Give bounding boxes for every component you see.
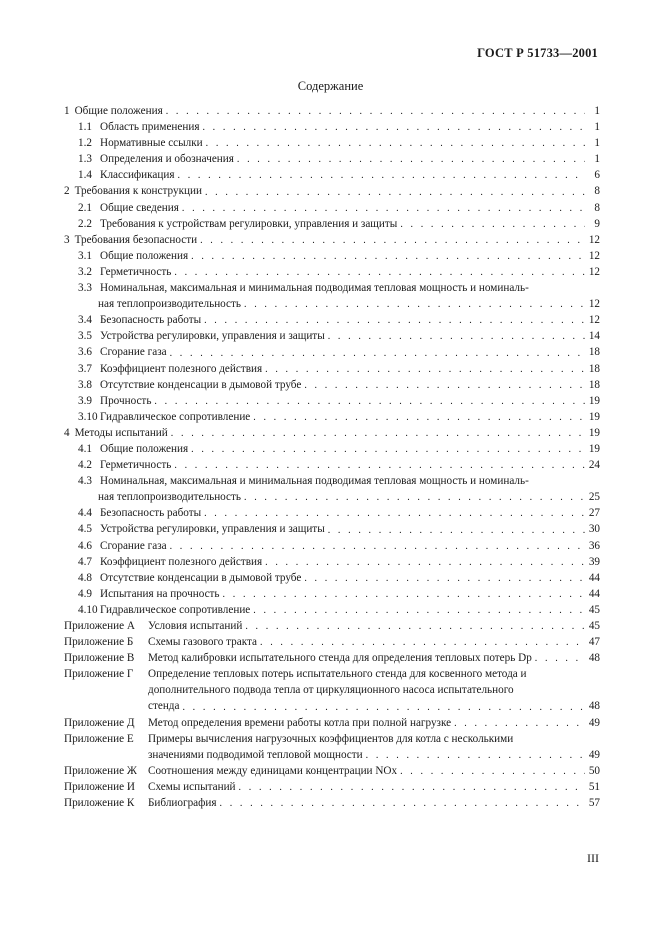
dot-leader bbox=[170, 347, 585, 361]
toc-entry[interactable] bbox=[64, 489, 600, 505]
toc-entry[interactable] bbox=[64, 682, 600, 698]
toc-entry-page: 19 bbox=[588, 394, 600, 407]
toc-entry-number: 1.1 bbox=[78, 121, 92, 134]
table-of-contents bbox=[64, 103, 600, 811]
toc-entry[interactable] bbox=[64, 731, 600, 747]
toc-entry-title: Нормативные ссылки bbox=[100, 137, 203, 150]
dot-leader bbox=[304, 379, 585, 393]
toc-entry-page: 36 bbox=[588, 539, 600, 552]
dot-leader bbox=[253, 411, 585, 425]
dot-leader bbox=[265, 556, 585, 570]
toc-entry-title: Метод калибровки испытательного стенда для определения тепловых потерь Dp bbox=[148, 652, 532, 665]
toc-entry[interactable] bbox=[64, 715, 600, 731]
toc-entry[interactable] bbox=[64, 747, 600, 763]
toc-entry-title: Отсутствие конденсации в дымовой трубе bbox=[100, 378, 302, 391]
toc-entry-page: 39 bbox=[588, 555, 600, 568]
toc-entry-title: Безопасность работы bbox=[100, 507, 202, 520]
toc-entry-title: Определения и обозначения bbox=[100, 153, 234, 166]
toc-entry[interactable] bbox=[64, 344, 600, 360]
toc-entry[interactable] bbox=[64, 795, 600, 811]
toc-entry-number: 2 bbox=[64, 185, 70, 198]
toc-entry[interactable] bbox=[64, 763, 600, 779]
toc-entry-page: 8 bbox=[594, 201, 600, 214]
toc-entry-number: 1 bbox=[64, 105, 70, 117]
toc-entry-page: 19 bbox=[588, 426, 600, 439]
dot-leader bbox=[239, 781, 585, 795]
dot-leader bbox=[265, 363, 585, 377]
toc-entry-page: 6 bbox=[594, 169, 600, 182]
toc-entry-page: 45 bbox=[588, 603, 600, 616]
toc-entry-number: 1.4 bbox=[78, 169, 92, 182]
toc-entry-title: Герметичность bbox=[100, 265, 172, 278]
toc-entry-title: Гидравлическое сопротивление bbox=[100, 410, 251, 423]
toc-entry-title: Коэффициент полезного действия bbox=[100, 555, 263, 568]
toc-entry-page: 27 bbox=[588, 507, 600, 520]
dot-leader bbox=[191, 250, 585, 264]
toc-entry-title: Требования к конструкции bbox=[74, 185, 202, 198]
dot-leader bbox=[400, 218, 585, 232]
dot-leader bbox=[253, 604, 585, 618]
toc-entry-page: 18 bbox=[588, 378, 600, 391]
toc-entry[interactable] bbox=[64, 248, 600, 264]
toc-entry[interactable] bbox=[64, 554, 600, 570]
toc-entry-page: 18 bbox=[588, 362, 600, 375]
toc-entry-number: Приложение В bbox=[64, 652, 135, 665]
document-header: ГОСТ Р 51733—2001 bbox=[477, 46, 598, 60]
toc-entry-number: 4.8 bbox=[78, 571, 92, 584]
toc-entry-number: 4.2 bbox=[78, 459, 92, 472]
toc-entry-title: Метод определения времени работы котла при полной нагрузке bbox=[148, 716, 452, 729]
toc-entry[interactable] bbox=[64, 264, 600, 280]
toc-entry-title: Общие положения bbox=[100, 249, 189, 262]
toc-entry[interactable] bbox=[64, 119, 600, 135]
toc-entry[interactable] bbox=[64, 103, 600, 119]
toc-entry[interactable] bbox=[64, 377, 600, 393]
toc-entry-number: 4.1 bbox=[78, 442, 92, 455]
toc-entry-number: 3.4 bbox=[78, 314, 92, 327]
toc-entry[interactable] bbox=[64, 650, 600, 666]
toc-entry-title: дополнительного подвода тепла от циркуляционного насоса испытательного bbox=[148, 684, 514, 697]
dot-leader bbox=[260, 636, 585, 650]
toc-entry-page: 19 bbox=[588, 410, 600, 423]
toc-entry-number: Приложение А bbox=[64, 620, 135, 632]
toc-entry-page: 49 bbox=[588, 716, 600, 729]
toc-entry[interactable] bbox=[64, 167, 600, 183]
toc-entry-title: Устройства регулировки, управления и защиты bbox=[100, 523, 325, 536]
dot-leader bbox=[170, 540, 585, 554]
toc-entry-page: 1 bbox=[594, 121, 600, 134]
toc-entry-title: Схемы газового тракта bbox=[148, 636, 258, 649]
toc-entry-title: Сгорание газа bbox=[100, 539, 167, 552]
dot-leader bbox=[204, 314, 585, 328]
toc-entry-page: 1 bbox=[594, 137, 600, 150]
toc-entry-title: ная теплопроизводительность bbox=[98, 491, 242, 504]
toc-entry-number: 3.1 bbox=[78, 249, 92, 262]
toc-entry[interactable] bbox=[64, 393, 600, 409]
toc-entry-number: 1.2 bbox=[78, 137, 92, 150]
dot-leader bbox=[237, 153, 585, 167]
toc-entry[interactable] bbox=[64, 232, 600, 248]
toc-entry-title: Безопасность работы bbox=[100, 314, 202, 327]
dot-leader bbox=[202, 121, 585, 135]
toc-entry-page: 57 bbox=[588, 797, 600, 810]
toc-entry[interactable] bbox=[64, 457, 600, 473]
dot-leader bbox=[174, 266, 585, 280]
dot-leader bbox=[245, 620, 585, 634]
toc-entry-title: Определение тепловых потерь испытательного стенда для косвенного метода и bbox=[148, 668, 527, 681]
dot-leader bbox=[206, 137, 585, 151]
toc-entry-page: 44 bbox=[588, 587, 600, 600]
dot-leader bbox=[223, 588, 585, 602]
toc-entry-page: 24 bbox=[588, 459, 600, 472]
toc-entry-page: 1 bbox=[594, 105, 600, 117]
dot-leader bbox=[304, 572, 585, 586]
toc-entry-title: Испытания на прочность bbox=[100, 587, 220, 600]
toc-entry[interactable] bbox=[64, 602, 600, 618]
toc-entry[interactable] bbox=[64, 409, 600, 425]
dot-leader bbox=[220, 797, 585, 811]
toc-entry[interactable] bbox=[64, 570, 600, 586]
toc-entry-title: Прочность bbox=[100, 394, 152, 407]
toc-entry-number: 3.10 bbox=[78, 410, 98, 423]
dot-leader bbox=[366, 749, 585, 763]
toc-entry-number: 3.2 bbox=[78, 265, 92, 278]
toc-entry-title: Номинальная, максимальная и минимальная подводимая тепловая мощность и номиналь- bbox=[100, 282, 529, 295]
toc-entry-page: 12 bbox=[588, 314, 600, 327]
toc-entry-page: 18 bbox=[588, 346, 600, 359]
toc-entry-page: 25 bbox=[588, 491, 600, 504]
toc-entry-title: ная теплопроизводительность bbox=[98, 298, 242, 311]
toc-entry-number: 1.3 bbox=[78, 153, 92, 166]
toc-entry[interactable] bbox=[64, 296, 600, 312]
dot-leader bbox=[174, 459, 585, 473]
toc-entry-page: 49 bbox=[588, 748, 600, 761]
toc-entry[interactable] bbox=[64, 425, 600, 441]
toc-entry-title: Общие сведения bbox=[100, 201, 179, 214]
toc-entry-title: Отсутствие конденсации в дымовой трубе bbox=[100, 571, 302, 584]
toc-entry-title: Соотношения между единицами концентрации NOx bbox=[148, 764, 398, 777]
toc-entry-title: Схемы испытаний bbox=[148, 780, 236, 793]
toc-entry-title: Общие положения bbox=[74, 105, 163, 117]
toc-entry-number: 4.9 bbox=[78, 587, 92, 600]
toc-entry-title: Общие положения bbox=[100, 442, 189, 455]
toc-entry-page: 12 bbox=[588, 265, 600, 278]
toc-entry-page: 51 bbox=[588, 780, 600, 793]
toc-entry[interactable] bbox=[64, 618, 600, 634]
toc-entry[interactable] bbox=[64, 441, 600, 457]
dot-leader bbox=[205, 186, 585, 200]
toc-entry[interactable] bbox=[64, 473, 600, 489]
toc-entry-page: 47 bbox=[588, 636, 600, 649]
toc-entry-title: Примеры вычисления нагрузочных коэффициентов для котла с несколькими bbox=[148, 732, 514, 745]
toc-entry-page: 50 bbox=[588, 764, 600, 777]
toc-entry-number: Приложение К bbox=[64, 797, 135, 810]
toc-entry[interactable] bbox=[64, 779, 600, 795]
toc-entry-title: Методы испытаний bbox=[74, 426, 168, 439]
toc-entry[interactable] bbox=[64, 361, 600, 377]
toc-entry-page: 44 bbox=[588, 571, 600, 584]
toc-entry[interactable] bbox=[64, 183, 600, 199]
toc-entry-number: 4.10 bbox=[78, 603, 98, 616]
toc-entry-number: 3.5 bbox=[78, 330, 92, 343]
toc-entry[interactable] bbox=[64, 586, 600, 602]
dot-leader bbox=[328, 330, 585, 344]
toc-entry-number: Приложение Е bbox=[64, 732, 134, 745]
toc-entry-page: 48 bbox=[588, 652, 600, 665]
dot-leader bbox=[182, 701, 585, 715]
toc-entry-number: 3.8 bbox=[78, 378, 92, 391]
dot-leader bbox=[244, 491, 585, 505]
toc-entry-title: Библиография bbox=[148, 797, 217, 810]
toc-entry-title: Коэффициент полезного действия bbox=[100, 362, 263, 375]
toc-entry-page: 48 bbox=[588, 700, 600, 713]
toc-entry-page: 12 bbox=[588, 298, 600, 311]
toc-entry-number: 3 bbox=[64, 233, 70, 246]
toc-entry[interactable] bbox=[64, 521, 600, 537]
toc-entry[interactable] bbox=[64, 538, 600, 554]
toc-entry-number: 3.9 bbox=[78, 394, 92, 407]
toc-entry[interactable] bbox=[64, 634, 600, 650]
toc-entry[interactable] bbox=[64, 698, 600, 714]
toc-entry-number: Приложение И bbox=[64, 780, 135, 793]
toc-entry-page: 12 bbox=[588, 233, 600, 246]
toc-entry-title: стенда bbox=[148, 700, 180, 713]
toc-entry[interactable] bbox=[64, 135, 600, 151]
toc-entry-number: Приложение Г bbox=[64, 668, 134, 681]
toc-entry-title: Область применения bbox=[100, 121, 200, 134]
toc-entry-title: Номинальная, максимальная и минимальная подводимая тепловая мощность и номиналь- bbox=[100, 475, 529, 488]
toc-entry-number: 4 bbox=[64, 426, 70, 439]
toc-entry-number: 3.3 bbox=[78, 282, 92, 295]
toc-entry-title: значениями подводимой тепловой мощности bbox=[148, 748, 363, 761]
toc-entry[interactable] bbox=[64, 505, 600, 521]
toc-entry-title: Сгорание газа bbox=[100, 346, 167, 359]
dot-leader bbox=[166, 105, 585, 119]
toc-entry-page: 19 bbox=[588, 442, 600, 455]
toc-entry-title: Условия испытаний bbox=[148, 620, 243, 632]
toc-entry-number: Приложение Ж bbox=[64, 764, 137, 777]
page-number: III bbox=[587, 851, 599, 865]
dot-leader bbox=[328, 524, 585, 538]
toc-entry-title: Требования к устройствам регулировки, управления и защиты bbox=[100, 217, 398, 230]
dot-leader bbox=[204, 507, 585, 521]
toc-entry-page: 1 bbox=[594, 153, 600, 166]
toc-entry-number: 2.1 bbox=[78, 201, 92, 214]
toc-entry[interactable] bbox=[64, 312, 600, 328]
toc-entry-page: 45 bbox=[588, 620, 600, 632]
toc-entry-title: Гидравлическое сопротивление bbox=[100, 603, 251, 616]
toc-entry-number: 4.6 bbox=[78, 539, 92, 552]
toc-entry-number: 4.3 bbox=[78, 475, 92, 488]
dot-leader bbox=[400, 765, 585, 779]
toc-entry-page: 12 bbox=[588, 249, 600, 262]
toc-entry-number: 3.7 bbox=[78, 362, 92, 375]
toc-entry-title: Устройства регулировки, управления и защиты bbox=[100, 330, 325, 343]
toc-title: Содержание bbox=[297, 79, 364, 93]
dot-leader bbox=[200, 234, 585, 248]
toc-entry-number: 4.4 bbox=[78, 507, 92, 520]
dot-leader bbox=[244, 298, 585, 312]
toc-entry-title: Классификация bbox=[100, 169, 175, 182]
toc-entry-page: 14 bbox=[588, 330, 600, 343]
toc-entry[interactable] bbox=[64, 280, 600, 296]
dot-leader bbox=[178, 169, 585, 183]
toc-entry[interactable] bbox=[64, 200, 600, 216]
dot-leader bbox=[154, 395, 585, 409]
toc-entry-page: 30 bbox=[588, 523, 600, 536]
toc-entry-title: Герметичность bbox=[100, 459, 172, 472]
toc-entry-number: Приложение Д bbox=[64, 716, 135, 729]
dot-leader bbox=[171, 427, 585, 441]
toc-entry-page: 9 bbox=[594, 217, 600, 230]
toc-entry-page: 8 bbox=[594, 185, 600, 198]
toc-entry[interactable] bbox=[64, 666, 600, 682]
toc-entry[interactable] bbox=[64, 216, 600, 232]
dot-leader bbox=[454, 717, 585, 731]
dot-leader bbox=[535, 652, 585, 666]
toc-entry-title: Требования безопасности bbox=[74, 233, 198, 246]
dot-leader bbox=[191, 443, 585, 457]
toc-entry[interactable] bbox=[64, 328, 600, 344]
dot-leader bbox=[182, 202, 585, 216]
toc-entry-number: 4.5 bbox=[78, 523, 92, 536]
toc-entry[interactable] bbox=[64, 151, 600, 167]
toc-entry-number: 3.6 bbox=[78, 346, 92, 359]
toc-entry-number: Приложение Б bbox=[64, 636, 134, 649]
toc-entry-number: 2.2 bbox=[78, 217, 92, 230]
toc-entry-number: 4.7 bbox=[78, 555, 92, 568]
